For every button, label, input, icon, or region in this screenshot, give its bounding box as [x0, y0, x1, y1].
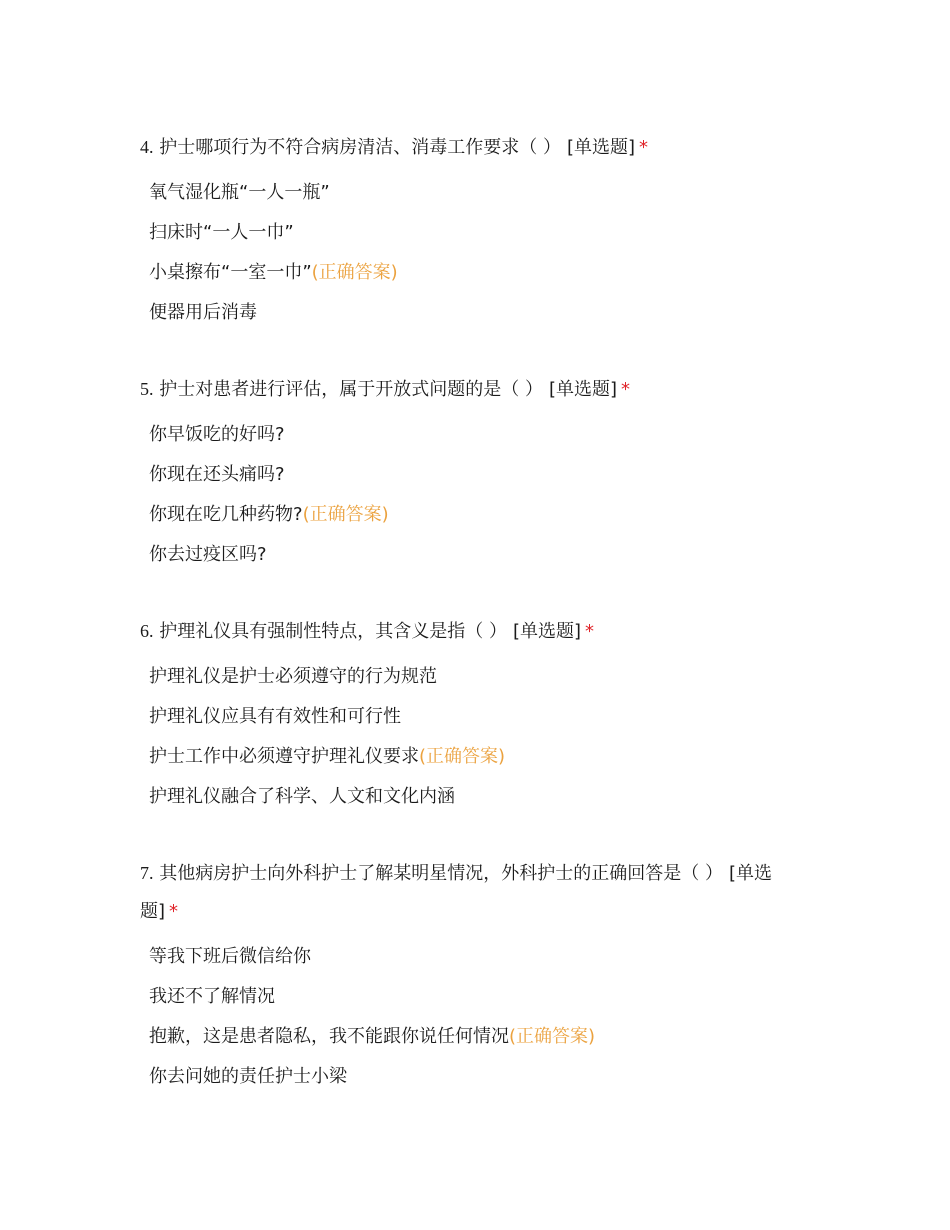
option-text: 你去过疫区吗? [149, 544, 267, 565]
option-text: 抱歉，这是患者隐私，我不能跟你说任何情况 [149, 1026, 509, 1047]
option-text: 你现在还头痛吗? [149, 464, 285, 485]
option-list [140, 657, 800, 817]
question-number: 6. [140, 621, 154, 641]
correct-answer-tag: (正确答案) [509, 1026, 596, 1047]
option-item[interactable] [149, 697, 800, 737]
option-list [140, 937, 800, 1097]
question-type-label: [单选题] [566, 137, 636, 158]
option-text: 你现在吃几种药物? [149, 504, 303, 525]
option-text: 护理礼仪应具有有效性和可行性 [149, 706, 401, 727]
question-number: 5. [140, 379, 154, 399]
question-4 [140, 128, 800, 333]
option-item[interactable] [149, 253, 800, 293]
question-type-label: [单选题] [140, 863, 772, 922]
question-number: 7. [140, 863, 154, 883]
question-6 [140, 612, 800, 817]
option-text: 小桌擦布“一室一巾” [149, 262, 312, 283]
option-text: 我还不了解情况 [149, 986, 275, 1007]
option-item[interactable] [149, 1017, 800, 1057]
question-text: 护理礼仪具有强制性特点，其含义是指（ ） [159, 621, 507, 642]
option-text: 便器用后消毒 [149, 302, 257, 323]
question-number: 4. [140, 137, 154, 157]
question-title [140, 370, 800, 409]
question-title [140, 854, 800, 931]
question-7 [140, 854, 800, 1097]
option-text: 你早饭吃的好吗? [149, 424, 285, 445]
question-title [140, 128, 800, 167]
question-5 [140, 370, 800, 575]
option-item[interactable] [149, 777, 800, 817]
question-text: 护士哪项行为不符合病房清洁、消毒工作要求（ ） [159, 137, 561, 158]
option-text: 等我下班后微信给你 [149, 946, 311, 967]
option-item[interactable] [149, 173, 800, 213]
option-item[interactable] [149, 293, 800, 333]
option-item[interactable] [149, 535, 800, 575]
required-marker: * [639, 137, 649, 158]
option-item[interactable] [149, 1057, 800, 1097]
option-text: 你去问她的责任护士小梁 [149, 1066, 347, 1087]
option-item[interactable] [149, 415, 800, 455]
option-item[interactable] [149, 977, 800, 1017]
option-text: 氧气湿化瓶“一人一瓶” [149, 182, 330, 203]
correct-answer-tag: (正确答案) [311, 262, 398, 283]
option-list [140, 415, 800, 575]
option-item[interactable] [149, 495, 800, 535]
correct-answer-tag: (正确答案) [419, 746, 506, 767]
question-title [140, 612, 800, 651]
question-text: 其他病房护士向外科护士了解某明星情况，外科护士的正确回答是（ ） [159, 863, 723, 884]
question-type-label: [单选题] [512, 621, 582, 642]
option-text: 扫床时“一人一巾” [149, 222, 294, 243]
correct-answer-tag: (正确答案) [302, 504, 389, 525]
option-item[interactable] [149, 455, 800, 495]
question-type-label: [单选题] [548, 379, 618, 400]
question-text: 护士对患者进行评估，属于开放式问题的是（ ） [159, 379, 543, 400]
option-text: 护士工作中必须遵守护理礼仪要求 [149, 746, 419, 767]
option-text: 护理礼仪是护士必须遵守的行为规范 [149, 666, 437, 687]
required-marker: * [169, 901, 179, 922]
option-item[interactable] [149, 657, 800, 697]
required-marker: * [585, 621, 595, 642]
required-marker: * [621, 379, 631, 400]
option-item[interactable] [149, 937, 800, 977]
option-item[interactable] [149, 213, 800, 253]
option-list [140, 173, 800, 333]
option-text: 护理礼仪融合了科学、人文和文化内涵 [149, 786, 455, 807]
option-item[interactable] [149, 737, 800, 777]
